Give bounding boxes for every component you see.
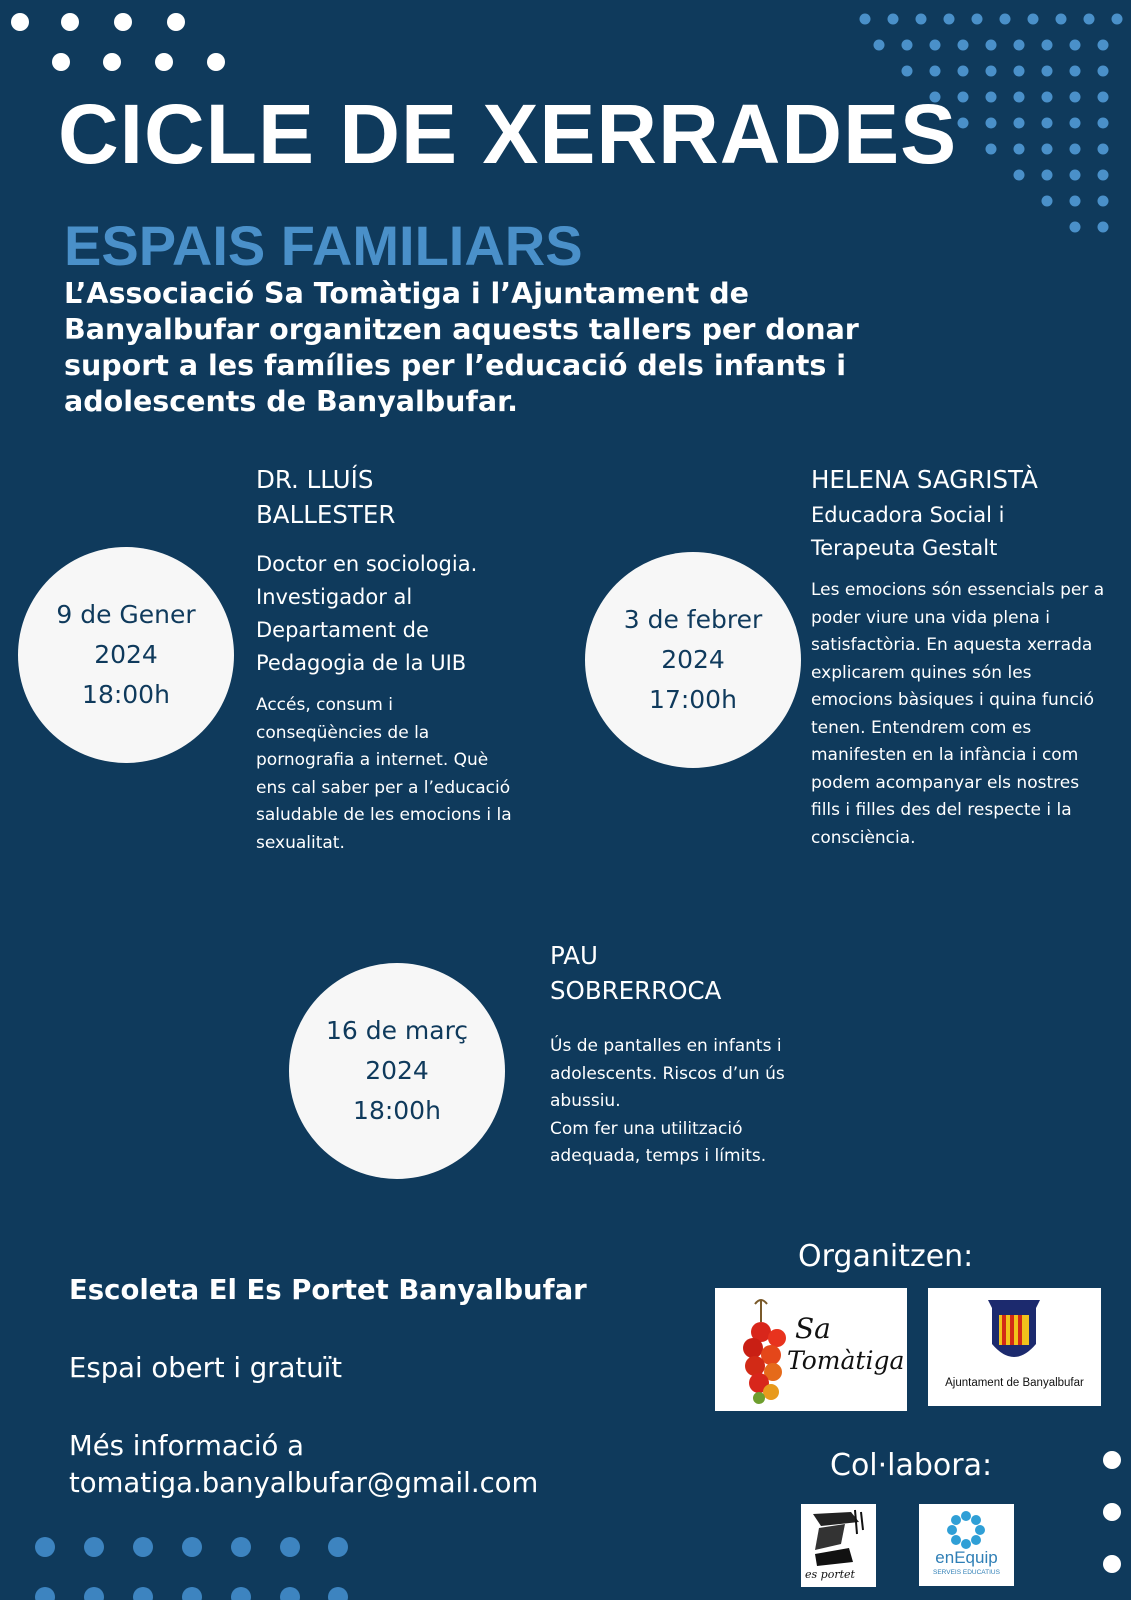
talk-3-speaker	[550, 938, 810, 1008]
talk-3-year: 2024	[365, 1056, 429, 1085]
ajuntament-logo-text: Ajuntament de Banyalbufar	[945, 1377, 1084, 1389]
talk-2-year: 2024	[661, 645, 725, 674]
talk-1-description: Accés, consum i conseqüències de la pornografia a internet. Què ens cal saber per a l’educació saludable de les emocions i la sexualitat.	[256, 695, 512, 853]
talk-3-date-badge	[289, 963, 505, 1179]
talk-2-date-badge	[585, 552, 801, 768]
sa-tomatiga-logo	[715, 1288, 907, 1411]
organizers-label: Organitzen:	[798, 1239, 974, 1274]
talk-3-description	[550, 1033, 812, 1171]
talk-1-speaker-line2: BALLESTER	[256, 500, 396, 529]
enequip-logo	[919, 1504, 1014, 1586]
sa-tomatiga-logo-text-a: Sa	[795, 1312, 831, 1345]
page-title: CICLE DE XERRADES	[58, 87, 958, 181]
talk-3-date: 16 de març	[325, 1016, 469, 1045]
talk-1-year: 2024	[94, 640, 158, 669]
enequip-logo-text: enEquip	[935, 1548, 998, 1567]
info-label: Més informació a	[69, 1430, 304, 1462]
talk-1-time: 18:00h	[82, 680, 170, 709]
talk-3-description-line2: Com fer una utilització adequada, temps i límits.	[550, 1118, 767, 1166]
talk-3-speaker-line1: PAU	[550, 941, 598, 970]
access-note: Espai obert i gratuït	[69, 1352, 343, 1384]
intro-text: L’Associació Sa Tomàtiga i l’Ajuntament de Banyalbufar organitzen aquests tallers per donar suport a les famílies per l’educació dels infants i adolescents de Banyalbufar.	[64, 277, 859, 418]
es-portet-logo-text: es portet	[805, 1568, 855, 1581]
talk-2-role: Educadora Social i Terapeuta Gestalt	[811, 503, 1005, 560]
sa-tomatiga-logo-text-b: Tomàtiga	[787, 1346, 905, 1375]
collaborators-label: Col·labora:	[830, 1448, 993, 1483]
subtitle: ESPAIS FAMILIARS	[64, 214, 583, 277]
talk-1-speaker	[256, 462, 516, 532]
talk-1-speaker-line1: DR. LLUÍS	[256, 465, 374, 494]
talk-1-date: 9 de Gener	[56, 600, 196, 629]
talk-3-description-line1: Ús de pantalles en infants i adolescents. Riscos d’un ús abussiu.	[550, 1036, 785, 1111]
talk-3-speaker-line2: SOBRERROCA	[550, 976, 722, 1005]
decor-dots-bottom-left	[0, 1530, 360, 1600]
talk-1-role: Doctor en sociologia. Investigador al Departament de Pedagogia de la UIB	[256, 552, 478, 675]
venue: Escoleta El Es Portet Banyalbufar	[69, 1274, 587, 1306]
ajuntament-logo	[928, 1288, 1101, 1406]
contact-email-link[interactable]: tomatiga.banyalbufar@gmail.com	[69, 1467, 539, 1499]
es-portet-logo	[801, 1504, 876, 1587]
talk-2-speaker: HELENA SAGRISTÀ	[811, 465, 1038, 494]
talk-2-time: 17:00h	[649, 685, 737, 714]
talk-2-description: Les emocions són essencials per a poder viure una vida plena i satisfactòria. En aquesta xerrada explicarem quines són les emocions bàsiques i quina funció tenen. Entendrem com es manifesten en la infància i com podem acompanyar els nostres fills i filles des del respecte i la consciència.	[811, 580, 1105, 848]
enequip-logo-subtext: SERVEIS EDUCATIUS	[933, 1569, 1000, 1576]
talk-2-date: 3 de febrer	[623, 605, 763, 634]
talk-3-time: 18:00h	[353, 1096, 441, 1125]
talk-1-date-badge	[18, 547, 234, 763]
